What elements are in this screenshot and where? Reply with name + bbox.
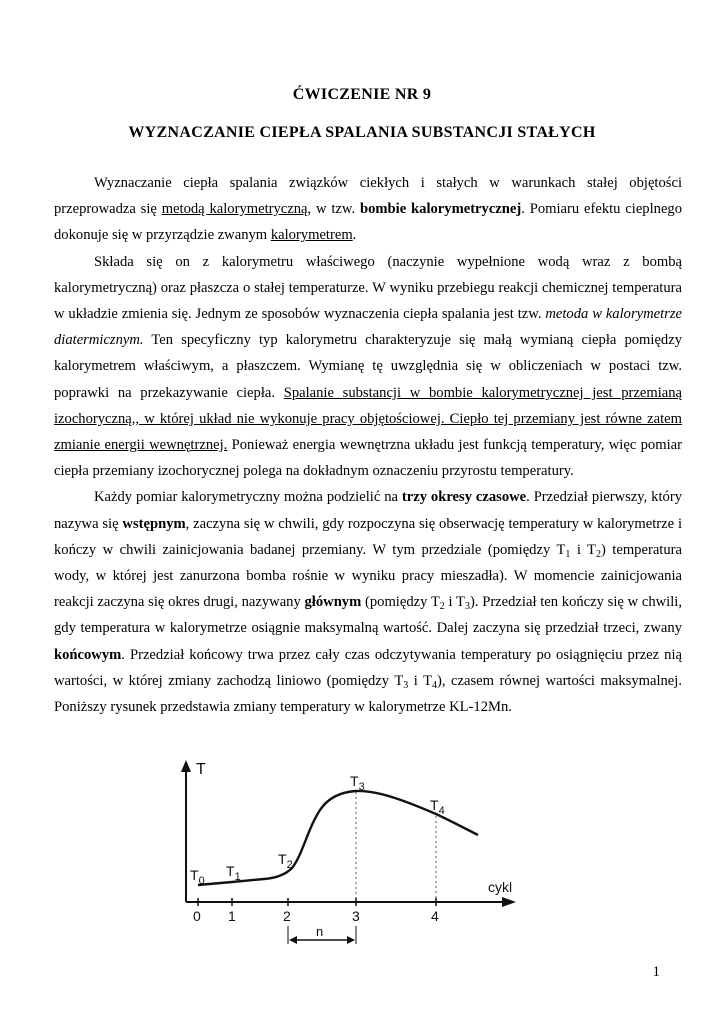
underlined-definition: Spalanie substancji w bombie kalorymetrycznej jest przemianą izochoryczną,, w której układ nie wykonuje pracy objętościowej. Ciepło tej przemiany jest równe zatem zmianie energii wewnętrznej.	[54, 384, 682, 454]
term-calorimetric-bomb: bombie kalorymetrycznej	[359, 201, 522, 218]
x-tick-2: 2	[283, 908, 291, 924]
temperature-curve-figure	[168, 752, 528, 952]
page-subtitle: WYZNACZANIE CIEPŁA SPALANIA SUBSTANCJI STAŁYCH	[128, 124, 596, 141]
term-initial-period: wstępnym	[122, 515, 186, 532]
paragraph-3: Każdy pomiar kalorymetryczny można podzielić na trzy okresy czasowe. Przedział pierwszy, który nazywa się wstępnym, zaczyna się w chwili, gdy rozpoczyna się obserwację temperatury w kalorymetrze i kończy w chwili zainicjowania badanej przemiany. W tym przedziale (pomiędzy $T_1$ i $T_2$) temperatura wody, w której jest zanurzona bomba rośnie w wyniku pracy mieszadła). W momencie zainicjowania reakcji zaczyna się okres drugi, nazywany głównym (pomiędzy $T_2$ i $T_3$). Przedział ten kończy się w chwili, gdy temperatura w kalorymetrze osiągnie maksymalną wartość. Dalej zaczyna się przedział trzeci, zwany końcowym. Przedział końcowy trwa przez cały czas odczytywania temperatury po osiągnięciu przez nią wartości, w której zmiany zachodzą liniowo (pomiędzy $T_3$ i $T_4$), czasem równej wartości maksymalnej. Poniższy rysunek przedstawia zmiany temperatury w kalorymetrze KL-12Mn.	[54, 489, 682, 716]
x-tick-4: 4	[431, 908, 439, 924]
point-label-t4: $T_4$	[430, 797, 445, 817]
x-axis-label: cykl	[488, 879, 513, 895]
point-label-t1: $T_1$	[226, 863, 241, 883]
term-calorimetric-method: metodą kalorymetryczną	[161, 201, 308, 218]
point-label-t0: $T_0$	[190, 867, 205, 887]
term-diathermic-method: metoda w kalorymetrze diatermicznym.	[54, 306, 683, 349]
body-text	[54, 170, 682, 720]
paragraph-1: Wyznaczanie ciepła spalania związków ciekłych i stałych w warunkach stałej objętości przeprowadza się metodą kalorymetryczną, w tzw. bombie kalorymetrycznej. Pomiaru efektu cieplnego dokonuje się w przyrządzie zwanym kalorymetrem.	[54, 175, 683, 244]
point-label-t3: $T_3$	[350, 773, 365, 793]
x-tick-0: 0	[193, 908, 201, 924]
interval-label: n	[316, 924, 324, 939]
term-calorimeter: kalorymetrem	[270, 227, 353, 244]
paragraph-2: Składa się on z kalorymetru właściwego (naczynie wypełnione wodą wraz z bombą kalorymetryczną) oraz płaszcza o stałej temperaturze. W wyniku przebiegu reakcji chemicznej temperatura w układzie zmienia się. Jednym ze sposobów wyznaczenia ciepła spalania jest tzw. metoda w kalorymetrze diatermicznym. Ten specyficzny typ kalorymetru charakteryzuje się małą wymianą ciepła pomiędzy kalorymetrem właściwym, a płaszczem. Wymianę tę uwzględnia się w obliczeniach w postaci tzw. poprawki na przekazywanie ciepła. Spalanie substancji w bombie kalorymetrycznej jest przemianą izochoryczną,, w której układ nie wykonuje pracy objętościowej. Ciepło tej przemiany jest równe zatem zmianie energii wewnętrznej. Ponieważ energia wewnętrzna układu jest funkcją temperatury, więc pomiar ciepła przemiany izochorycznej polega na dokładnym oznaczeniu przyrostu temperatury.	[54, 253, 683, 480]
x-tick-1: 1	[228, 908, 236, 924]
term-three-periods: trzy okresy czasowe	[401, 489, 527, 506]
y-axis-label: T	[196, 761, 206, 778]
x-tick-3: 3	[352, 908, 360, 924]
page-title: ĆWICZENIE NR 9	[292, 86, 432, 103]
page-number: 1	[652, 964, 660, 980]
term-final-period: końcowym	[54, 646, 122, 663]
term-main-period: głównym	[304, 594, 362, 611]
figure-background	[168, 752, 528, 952]
point-label-t2: $T_2$	[278, 851, 293, 871]
